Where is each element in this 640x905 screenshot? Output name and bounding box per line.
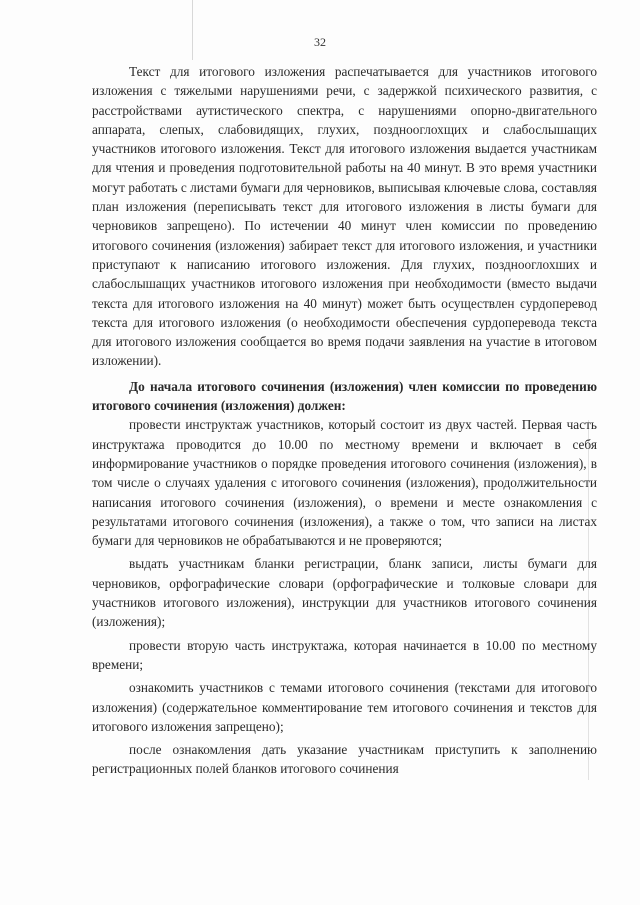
- scan-artifact-line: [192, 0, 193, 60]
- paragraph: после ознакомления дать указание участникам приступить к заполнению регистрационных полей бланков итогового сочинения: [92, 742, 597, 777]
- paragraph: выдать участникам бланки регистрации, бланк записи, листы бумаги для черновиков, орфографические словари (орфографические и толковые словари для участников итогового изложения), инструкции для участников итогового сочинения (изложения);: [92, 556, 597, 630]
- page-number: 32: [314, 35, 326, 49]
- paragraph: провести вторую часть инструктажа, которая начинается в 10.00 по местному времени;: [92, 637, 597, 672]
- paragraph: ознакомить участников с темами итогового сочинения (текстами для итогового изложения) (содержательное комментирование тем итогового сочинения и текстов для итогового изложения запрещено);: [92, 680, 597, 734]
- section-heading: До начала итогового сочинения (изложения) член комиссии по проведению итогового сочинения (изложения) должен:: [92, 378, 597, 414]
- paragraph: Текст для итогового изложения распечатывается для участников итогового изложения с тяжелыми нарушениями речи, с задержкой психического развития, с расстройствами аутистического спектра, с нарушениями опорно-двигательного аппарата, слепых, слабовидящих, глухих, позднооглохщих и слабослышащих участников итогового изложения. Текст для итогового изложения выдается участникам для чтения и проведения подготовительной работы на 40 минут. В это время участники могут работать с листами бумаги для черновиков, выписывая ключевые слова, составляя план изложения (переписывать текст для итогового изложения в листы бумаги для черновиков запрещено). По истечении 40 минут член комиссии по проведению итогового сочинения (изложения) забирает текст для итогового изложения, и участники приступают к написанию итогового изложения. Для глухих, позднооглохших и слабослышащих участников итогового изложения при необходимости (вместо выдачи текста для итогового изложения на 40 минут) может быть осуществлен сурдоперевод текста для итогового изложения (о необходимости обеспечения сурдоперевода текста для итогового изложения сообщается во время подачи заявления на участие в итоговом изложении).: [92, 64, 597, 369]
- document-body: [92, 62, 597, 779]
- paragraph: провести инструктаж участников, который состоит из двух частей. Первая часть инструктажа проводится до 10.00 по местному времени и включает в себя информирование участников о порядке проведения итогового сочинения (изложения), в том числе о случаях удаления с итогового сочинения (изложения), продолжительности написания итогового сочинения (изложения), о времени и месте ознакомления с результатами итогового сочинения (изложения), а также о том, что записи на листах бумаги для черновиков не обрабатываются и не проверяются;: [92, 417, 597, 549]
